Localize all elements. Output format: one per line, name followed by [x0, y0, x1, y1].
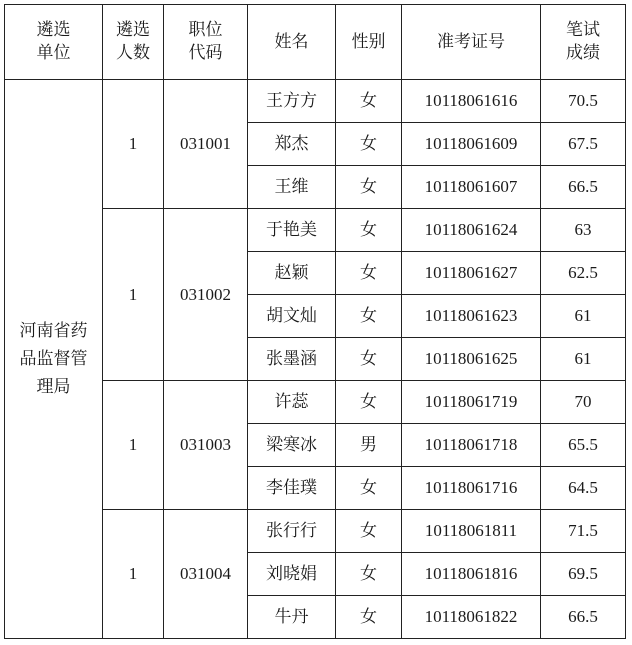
count-cell: 1 — [103, 510, 164, 639]
gender-cell: 女 — [336, 467, 402, 510]
ticket-number-cell: 10118061623 — [402, 295, 541, 338]
ticket-number-cell: 10118061719 — [402, 381, 541, 424]
gender-cell: 女 — [336, 510, 402, 553]
header-unit: 遴选 单位 — [5, 5, 103, 80]
position-code-cell: 031003 — [164, 381, 248, 510]
name-cell: 王维 — [248, 166, 336, 209]
name-cell: 李佳璞 — [248, 467, 336, 510]
ticket-number-cell: 10118061627 — [402, 252, 541, 295]
header-gender: 性别 — [336, 5, 402, 80]
name-cell: 于艳美 — [248, 209, 336, 252]
ticket-number-cell: 10118061609 — [402, 123, 541, 166]
name-cell: 郑杰 — [248, 123, 336, 166]
header-row — [5, 5, 626, 80]
name-cell: 梁寒冰 — [248, 424, 336, 467]
score-cell: 61 — [541, 295, 626, 338]
ticket-number-cell: 10118061716 — [402, 467, 541, 510]
header-code: 职位 代码 — [164, 5, 248, 80]
gender-cell: 女 — [336, 295, 402, 338]
ticket-number-cell: 10118061607 — [402, 166, 541, 209]
count-cell: 1 — [103, 209, 164, 381]
name-cell: 赵颖 — [248, 252, 336, 295]
name-cell: 许蕊 — [248, 381, 336, 424]
position-code-cell: 031004 — [164, 510, 248, 639]
position-code-cell: 031002 — [164, 209, 248, 381]
ticket-number-cell: 10118061718 — [402, 424, 541, 467]
header-score: 笔试 成绩 — [541, 5, 626, 80]
exam-results-table — [4, 4, 626, 639]
header-ticket: 准考证号 — [402, 5, 541, 80]
gender-cell: 女 — [336, 209, 402, 252]
score-cell: 64.5 — [541, 467, 626, 510]
table-body — [5, 80, 626, 639]
score-cell: 70.5 — [541, 80, 626, 123]
position-code-cell: 031001 — [164, 80, 248, 209]
ticket-number-cell: 10118061616 — [402, 80, 541, 123]
ticket-number-cell: 10118061811 — [402, 510, 541, 553]
header-name: 姓名 — [248, 5, 336, 80]
score-cell: 61 — [541, 338, 626, 381]
gender-cell: 女 — [336, 123, 402, 166]
ticket-number-cell: 10118061822 — [402, 596, 541, 639]
gender-cell: 女 — [336, 338, 402, 381]
score-cell: 63 — [541, 209, 626, 252]
name-cell: 张行行 — [248, 510, 336, 553]
score-cell: 66.5 — [541, 596, 626, 639]
gender-cell: 女 — [336, 80, 402, 123]
name-cell: 刘晓娟 — [248, 553, 336, 596]
count-cell: 1 — [103, 381, 164, 510]
table-row — [5, 80, 626, 123]
gender-cell: 男 — [336, 424, 402, 467]
gender-cell: 女 — [336, 252, 402, 295]
results-table-wrapper — [4, 4, 626, 639]
header-count: 遴选 人数 — [103, 5, 164, 80]
score-cell: 62.5 — [541, 252, 626, 295]
gender-cell: 女 — [336, 596, 402, 639]
gender-cell: 女 — [336, 166, 402, 209]
score-cell: 66.5 — [541, 166, 626, 209]
name-cell: 张墨涵 — [248, 338, 336, 381]
count-cell: 1 — [103, 80, 164, 209]
score-cell: 69.5 — [541, 553, 626, 596]
name-cell: 牛丹 — [248, 596, 336, 639]
score-cell: 65.5 — [541, 424, 626, 467]
score-cell: 67.5 — [541, 123, 626, 166]
score-cell: 71.5 — [541, 510, 626, 553]
name-cell: 王方方 — [248, 80, 336, 123]
ticket-number-cell: 10118061624 — [402, 209, 541, 252]
name-cell: 胡文灿 — [248, 295, 336, 338]
score-cell: 70 — [541, 381, 626, 424]
gender-cell: 女 — [336, 381, 402, 424]
ticket-number-cell: 10118061625 — [402, 338, 541, 381]
unit-cell: 河南省药品监督管理局 — [5, 80, 103, 639]
ticket-number-cell: 10118061816 — [402, 553, 541, 596]
gender-cell: 女 — [336, 553, 402, 596]
